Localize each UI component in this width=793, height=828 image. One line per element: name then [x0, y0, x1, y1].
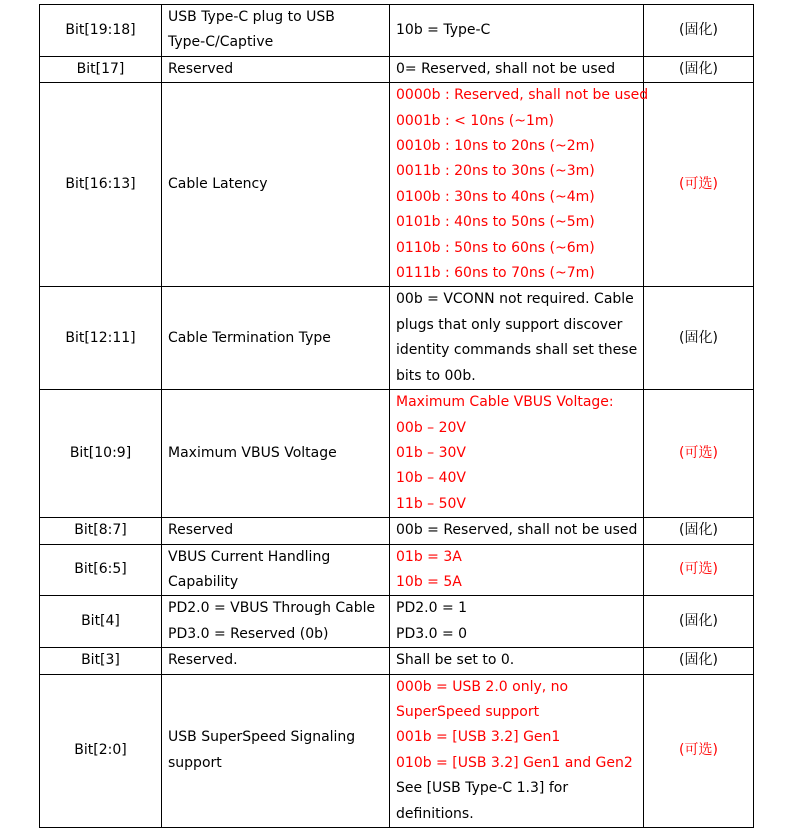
value-cell: [390, 287, 644, 390]
field-name-line: VBUS Current Handling: [168, 548, 331, 565]
field-name-cell: [162, 544, 390, 596]
bit-cell: Bit[16:13]: [40, 83, 162, 287]
value-cell: [390, 544, 644, 596]
flag-cell: (可选): [644, 544, 754, 596]
value-line: definitions.: [396, 805, 474, 822]
value-line: plugs that only support discover: [396, 316, 623, 333]
field-name-line: PD3.0 = Reserved (0b): [168, 625, 329, 642]
bit-cell: Bit[19:18]: [40, 5, 162, 57]
field-name-cell: [162, 596, 390, 648]
table-row: [40, 83, 754, 287]
flag-cell: (固化): [644, 287, 754, 390]
value-cell: [390, 674, 644, 827]
value-line: 01b = 3A: [396, 548, 462, 565]
bit-cell: Bit[6:5]: [40, 544, 162, 596]
field-name-cell: [162, 674, 390, 827]
value-line: SuperSpeed support: [396, 703, 540, 720]
value-line: bits to 00b.: [396, 367, 476, 384]
field-name-line: Type-C/Captive: [168, 34, 274, 51]
value-cell: [390, 648, 644, 674]
field-name-line: Reserved: [168, 60, 234, 77]
spec-table: [39, 4, 754, 828]
field-name-cell: [162, 390, 390, 518]
value-line: PD3.0 = 0: [396, 625, 468, 642]
field-name-line: Capability: [168, 573, 239, 590]
field-name-line: Cable Latency: [168, 176, 268, 193]
field-name-line: USB Type-C plug to USB: [168, 9, 335, 25]
field-name-line: Cable Termination Type: [168, 329, 331, 346]
bit-cell: Bit[10:9]: [40, 390, 162, 518]
value-line: 00b = VCONN not required. Cable: [396, 291, 634, 308]
table-row: [40, 518, 754, 544]
value-line: See [USB Type-C 1.3] for: [396, 780, 569, 797]
bit-cell: Bit[3]: [40, 648, 162, 674]
spec-table-body: [40, 5, 754, 828]
table-row: [40, 287, 754, 390]
value-line: 001b = [USB 3.2] Gen1: [396, 729, 561, 746]
table-row: [40, 544, 754, 596]
value-cell: [390, 83, 649, 287]
field-name-cell: [162, 5, 390, 57]
table-row: [40, 648, 754, 674]
value-line: Maximum Cable VBUS Voltage:: [396, 394, 614, 411]
value-line: 01b – 30V: [396, 444, 466, 461]
field-name-cell: [162, 518, 390, 544]
value-line: 00b – 20V: [396, 419, 466, 436]
flag-cell: (固化): [644, 596, 754, 648]
table-row: [40, 674, 754, 827]
bit-cell: Bit[4]: [40, 596, 162, 648]
value-line: identity commands shall set these: [396, 342, 638, 359]
value-line: 0100b : 30ns to 40ns (~4m): [396, 188, 595, 205]
value-line: 10b = 5A: [396, 573, 462, 590]
field-name-line: support: [168, 754, 222, 771]
value-cell: [390, 56, 644, 82]
bit-cell: Bit[17]: [40, 56, 162, 82]
bit-cell: Bit[8:7]: [40, 518, 162, 544]
table-row: [40, 390, 754, 518]
value-line: 11b – 50V: [396, 495, 466, 512]
value-line: 10b – 40V: [396, 470, 466, 487]
flag-cell: (固化): [644, 648, 754, 674]
value-cell: [390, 5, 644, 57]
flag-cell: (可选): [644, 390, 754, 518]
field-name-cell: [162, 287, 390, 390]
field-name-cell: [162, 56, 390, 82]
field-name-line: Maximum VBUS Voltage: [168, 444, 337, 461]
flag-cell: (固化): [644, 56, 754, 82]
value-line: 0110b : 50ns to 60ns (~6m): [396, 239, 595, 256]
value-line: 0001b : < 10ns (~1m): [396, 112, 554, 129]
value-line: 10b = Type-C: [396, 21, 491, 38]
flag-cell: (可选): [644, 83, 754, 287]
value-cell: [390, 390, 644, 518]
value-line: 0111b : 60ns to 70ns (~7m): [396, 265, 595, 282]
value-cell: [390, 518, 644, 544]
flag-cell: (固化): [644, 5, 754, 57]
value-line: Shall be set to 0.: [396, 652, 515, 669]
value-line: 0010b : 10ns to 20ns (~2m): [396, 138, 595, 155]
field-name-cell: [162, 648, 390, 674]
value-line: PD2.0 = 1: [396, 600, 468, 617]
field-name-line: Reserved.: [168, 652, 238, 669]
value-line: 0101b : 40ns to 50ns (~5m): [396, 214, 595, 231]
field-name-line: USB SuperSpeed Signaling: [168, 729, 356, 746]
bit-cell: Bit[2:0]: [40, 674, 162, 827]
table-row: [40, 56, 754, 82]
value-line: 0000b : Reserved, shall not be used: [396, 87, 649, 104]
field-name-line: PD2.0 = VBUS Through Cable: [168, 600, 376, 617]
flag-cell: (可选): [644, 674, 754, 827]
value-cell: [390, 596, 644, 648]
value-line: 010b = [USB 3.2] Gen1 and Gen2: [396, 754, 633, 771]
table-row: [40, 596, 754, 648]
value-line: 00b = Reserved, shall not be used: [396, 522, 638, 539]
bit-cell: Bit[12:11]: [40, 287, 162, 390]
value-line: 0011b : 20ns to 30ns (~3m): [396, 163, 595, 180]
value-line: 000b = USB 2.0 only, no: [396, 678, 569, 695]
field-name-line: Reserved: [168, 522, 234, 539]
value-line: 0= Reserved, shall not be used: [396, 60, 616, 77]
flag-cell: (固化): [644, 518, 754, 544]
table-row: [40, 5, 754, 57]
field-name-cell: [162, 83, 390, 287]
